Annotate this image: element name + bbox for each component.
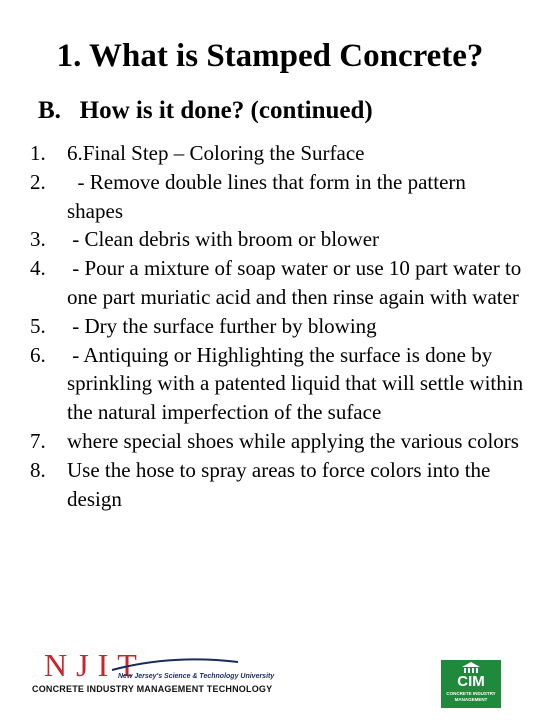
item-text: - Dry the surface further by blowing [67, 313, 377, 338]
item-number: 6. [30, 342, 46, 367]
list-item [30, 254, 525, 312]
list-item [30, 225, 525, 254]
item-number: 3. [30, 227, 46, 252]
cim-logo-subtext: CONCRETE INDUSTRY MANAGEMENT [446, 691, 496, 702]
list-item [30, 427, 525, 456]
item-text: - Pour a mixture of soap water or use 10 part water to one part muriatic acid and then rinse again with water [67, 256, 527, 309]
item-text: Use the hose to spray areas to force colors into the design [67, 457, 496, 511]
item-text: - Remove double lines that form in the pattern shapes [67, 169, 472, 223]
njit-footer-logo [30, 648, 290, 700]
slide-title: 1. What is Stamped Concrete? [56, 38, 484, 74]
list-item [30, 168, 525, 226]
item-number: 1. [30, 141, 46, 165]
item-number: 5. [30, 313, 46, 338]
item-number: 8. [30, 457, 46, 482]
njit-tagline: New Jersey's Science & Technology University [118, 673, 275, 680]
item-text: where special shoes while applying the various colors [67, 428, 519, 453]
item-text: - Clean debris with broom or blower [67, 227, 380, 252]
list-item [30, 341, 529, 427]
list-item [30, 139, 525, 168]
cim-logo-text: CIM [457, 673, 485, 690]
item-number: 7. [30, 428, 46, 453]
list-item [30, 312, 525, 341]
steps-list [30, 139, 529, 513]
item-text: 6.Final Step – Coloring the Surface [67, 141, 365, 165]
program-name: CONCRETE INDUSTRY MANAGEMENT TECHNOLOGY [32, 684, 273, 694]
item-number: 2. [30, 169, 46, 194]
slide-subtitle: B. How is it done? (continued) [38, 97, 373, 124]
list-item [30, 456, 525, 514]
svg-text:NJIT: NJIT [44, 648, 146, 682]
item-number: 4. [30, 256, 46, 281]
cim-logo [441, 660, 501, 708]
item-text: - Antiquing or Highlighting the surface is done by sprinkling with a patented liquid that will settle within the natural imperfection of the suface [67, 342, 529, 425]
